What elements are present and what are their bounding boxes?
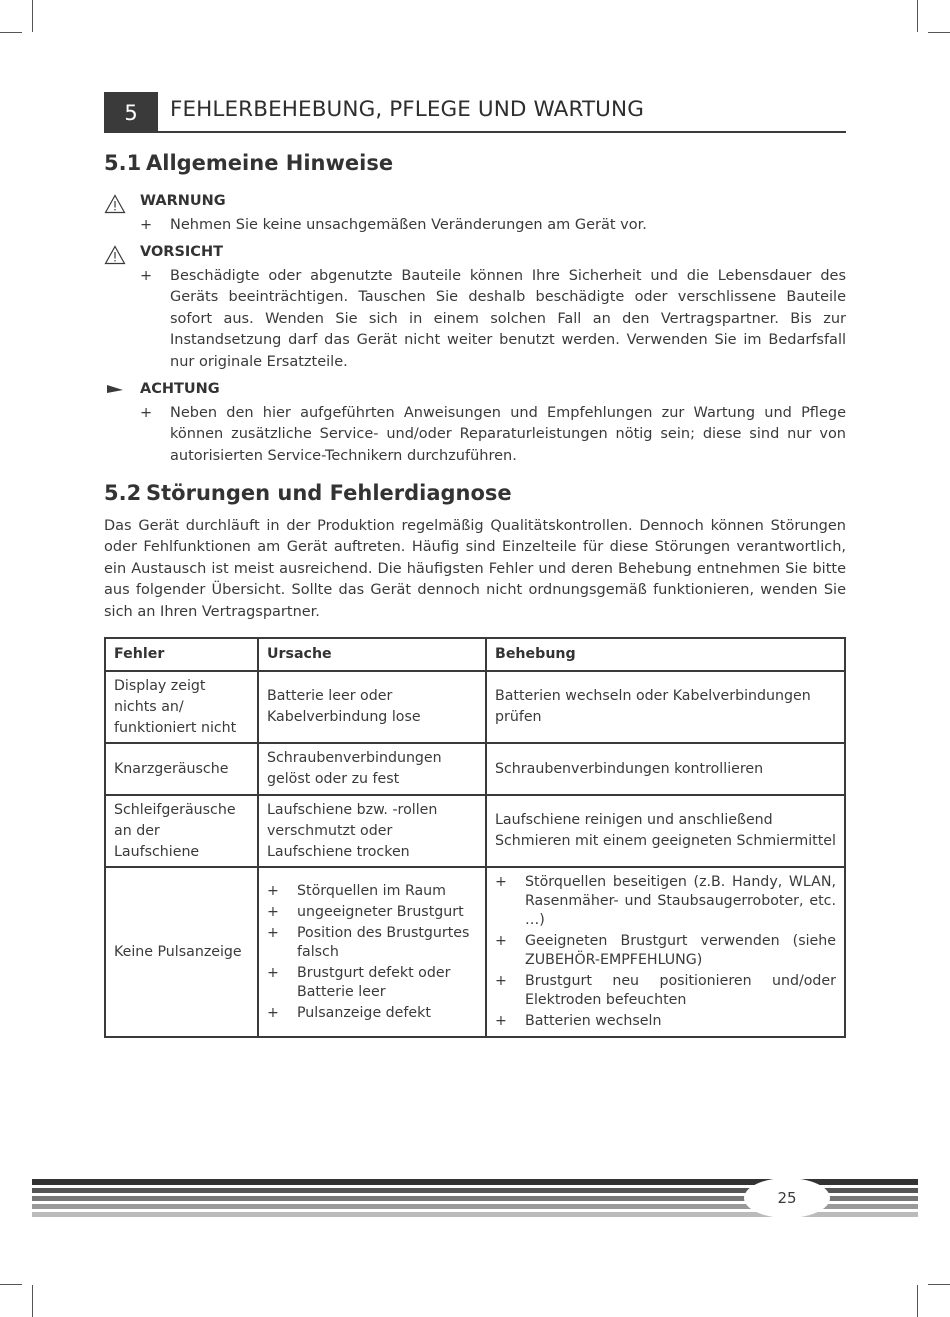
list-item-text: Störquellen beseitigen (z.B. Handy, WLAN, Rasenmäher- und Staubsaugerroboter, etc. …) [525, 874, 836, 928]
table-row [105, 867, 845, 1037]
crop-mark [928, 1284, 950, 1285]
list-item-text: Störquellen im Raum [297, 882, 446, 899]
list-item-text: Geeigneten Brustgurt verwenden (siehe ZUBEHÖR-EMPFEHLUNG) [525, 933, 836, 968]
bullet-plus: + [140, 217, 153, 233]
crop-mark [917, 1285, 918, 1317]
cell-ursache: Schraubenverbindungen gelöst oder zu fest [258, 743, 486, 795]
section-number: 5.2 [104, 481, 142, 505]
notice-text: Beschädigte oder abgenutzte Bauteile können Ihre Sicherheit und die Lebensdauer des Geräts beeinträchtigen. Tauschen Sie deshalb beschädigte oder verschlissene Bauteile sofort aus. Wenden Sie sich in einem solchen Fall an den Vertragspartner. Bis zur Instandsetzung darf das Gerät nicht weiter benutzt werden. Verwenden Sie im Bedarfsfall nur originale Ersatzteile. [170, 268, 846, 370]
bullet-plus: + [495, 973, 507, 989]
crop-mark [32, 1285, 33, 1317]
notice-text: Neben den hier aufgeführten Anweisungen und Empfehlungen zur Wartung und Pflege können zusätzliche Service- und/oder Reparaturleistungen nötig sein; diese sind nur von autorisierten Service-Technikern durchzuführen. [170, 405, 846, 464]
notice-achtung [104, 381, 846, 467]
remedy-list [495, 873, 836, 1031]
chapter-rule [104, 131, 846, 133]
cell-fehler: Schleifgeräusche an der Laufschiene [105, 795, 258, 867]
notice-label: WARNUNG [140, 193, 226, 209]
bullet-plus: + [495, 933, 507, 949]
notice-bullet [104, 403, 846, 467]
notice-vorsicht [104, 244, 846, 373]
cell-fehler: Knarzgeräusche [105, 743, 258, 795]
warning-triangle-icon [104, 245, 126, 265]
notice-bullet [104, 215, 846, 236]
cell-behebung: Schraubenverbindungen kontrollieren [486, 743, 845, 795]
chapter-number: 5 [104, 92, 158, 133]
notice-bullet [104, 266, 846, 373]
notice-label: VORSICHT [140, 244, 223, 260]
chapter-title: FEHLERBEHEBUNG, PFLEGE UND WARTUNG [170, 97, 644, 122]
cell-behebung [486, 867, 845, 1037]
list-item-text: Batterien wechseln [525, 1013, 662, 1029]
crop-mark [917, 0, 918, 32]
troubleshooting-table [104, 637, 846, 1038]
crop-mark [32, 0, 33, 32]
chapter-header [104, 92, 846, 133]
list-item [267, 964, 477, 1002]
list-item [267, 924, 477, 962]
section-heading [104, 151, 393, 175]
column-header: Behebung [486, 638, 845, 671]
list-item-text: Brustgurt defekt oder Batterie leer [297, 964, 451, 1000]
list-item [267, 1004, 477, 1023]
bullet-plus: + [140, 405, 153, 421]
bullet-plus: + [495, 1013, 507, 1029]
cell-ursache [258, 867, 486, 1037]
notice-warnung [104, 193, 846, 236]
bullet-plus: + [267, 903, 279, 920]
cell-ursache: Batterie leer oder Kabelverbindung lose [258, 671, 486, 743]
section-heading [104, 481, 512, 505]
table-row [105, 743, 845, 795]
crop-mark [928, 32, 950, 33]
notice-text: Nehmen Sie keine unsachgemäßen Veränderungen am Gerät vor. [170, 217, 647, 233]
list-item-text: Brustgurt neu positionieren und/oder Elektroden befeuchten [525, 973, 836, 1008]
intro-paragraph: Das Gerät durchläuft in der Produktion regelmäßig Qualitätskontrollen. Dennoch können Störungen oder Fehlfunktionen am Gerät auftreten. Häufig sind Einzelteile für diese Störungen verantwortlich, ein Austausch ist meist ausreichend. Die häufigsten Fehler und deren Behebung entnehmen Sie bitte aus folgender Übersicht. Sollte das Gerät dennoch nicht ordnungsgemäß funktionieren, wenden Sie sich an Ihren Vertragspartner. [104, 518, 846, 620]
notice-label: ACHTUNG [140, 381, 220, 397]
list-item-text: Pulsanzeige defekt [297, 1004, 431, 1021]
bullet-plus: + [267, 924, 279, 941]
cell-fehler: Display zeigt nichts an/ funktioniert nicht [105, 671, 258, 743]
bullet-plus: + [267, 1004, 279, 1021]
cell-behebung: Laufschiene reinigen und anschließend Schmieren mit einem geeigneten Schmiermittel [486, 795, 845, 867]
section-title: Störungen und Fehlerdiagnose [146, 481, 512, 505]
page-number: 25 [744, 1178, 830, 1218]
bullet-plus: + [140, 268, 153, 284]
warning-triangle-icon [104, 194, 126, 214]
section-number: 5.1 [104, 151, 142, 175]
pennant-flag-icon [104, 382, 126, 402]
list-item [267, 882, 477, 901]
list-item [495, 1012, 836, 1031]
list-item [495, 873, 836, 930]
crop-mark [0, 32, 22, 33]
bullet-plus: + [267, 882, 279, 899]
bullet-plus: + [495, 874, 507, 890]
column-header: Fehler [105, 638, 258, 671]
table-row [105, 795, 845, 867]
table-header-row [105, 638, 845, 671]
cause-list [267, 882, 477, 1023]
bullet-plus: + [267, 964, 279, 981]
crop-mark [0, 1284, 22, 1285]
column-header: Ursache [258, 638, 486, 671]
cell-fehler: Keine Pulsanzeige [105, 867, 258, 1037]
section-title: Allgemeine Hinweise [146, 151, 394, 175]
list-item-text: Position des Brustgurtes falsch [297, 924, 470, 960]
table-row [105, 671, 845, 743]
list-item [495, 932, 836, 970]
list-item [267, 903, 477, 922]
cell-ursache: Laufschiene bzw. -rollen verschmutzt oder Laufschiene trocken [258, 795, 486, 867]
list-item-text: ungeeigneter Brustgurt [297, 903, 464, 920]
cell-behebung: Batterien wechseln oder Kabelverbindungen prüfen [486, 671, 845, 743]
list-item [495, 972, 836, 1010]
